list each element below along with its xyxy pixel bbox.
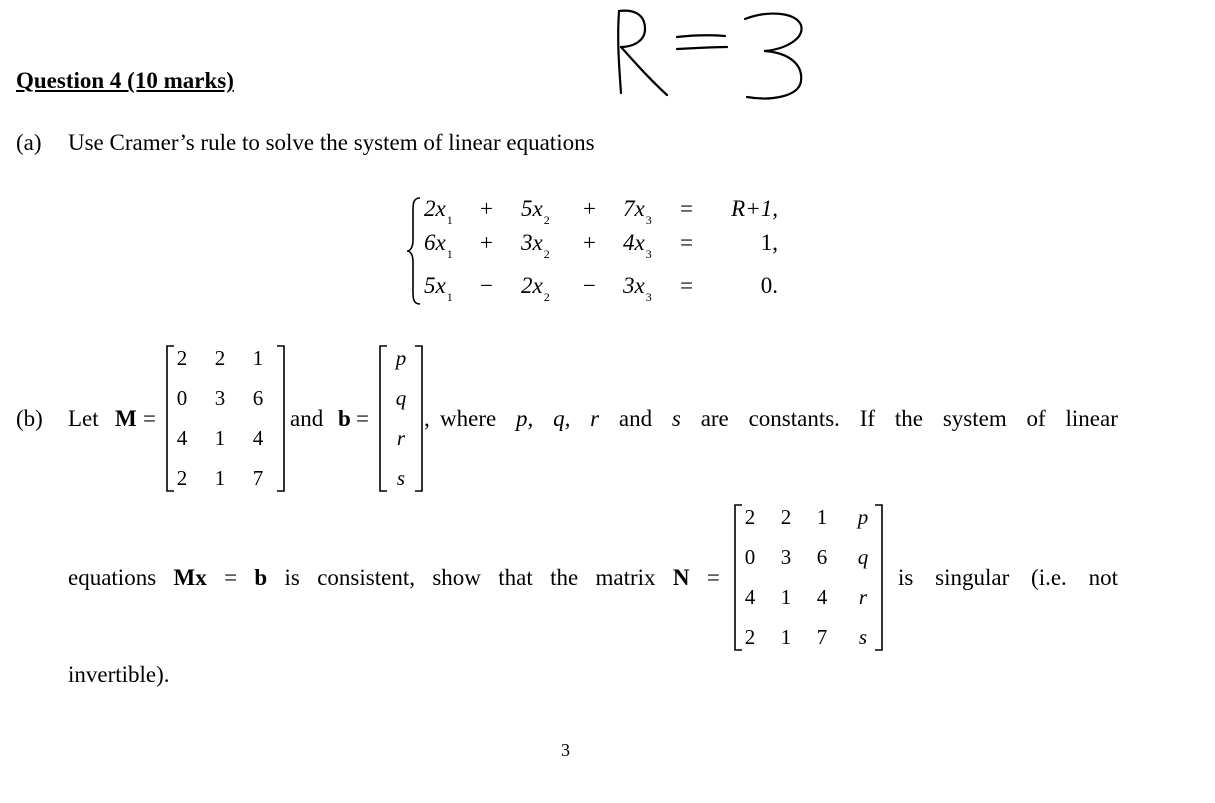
word: singular	[935, 565, 1010, 590]
equation-term	[521, 273, 550, 304]
word: q,	[553, 406, 571, 431]
vector-b-cell: p	[395, 346, 407, 370]
word: the	[550, 565, 579, 590]
term-coefficient: 3x	[623, 273, 645, 298]
question-title: Question 4 (10 marks)	[16, 68, 234, 93]
m-equals: =	[143, 406, 156, 431]
vector-b-bracket-left	[378, 345, 388, 493]
part-a-label: (a)	[16, 130, 42, 155]
operator: +	[480, 196, 493, 221]
operator: +	[583, 230, 596, 255]
equation-term	[521, 196, 550, 227]
word: Mx	[173, 565, 207, 590]
word: of	[1026, 406, 1046, 431]
comma: ,	[424, 406, 430, 431]
equation-term	[424, 196, 453, 227]
equation-term	[623, 273, 652, 304]
right-hand-side: 0.	[760, 273, 778, 298]
word: (i.e.	[1031, 565, 1067, 590]
equals-sign: =	[680, 196, 693, 221]
matrix-m-symbol: M	[115, 406, 137, 431]
matrix-n-cell: 6	[816, 545, 828, 569]
matrix-n-cell: 1	[780, 585, 792, 609]
equation-term	[424, 230, 453, 261]
vector-b-cell: r	[396, 426, 406, 450]
word: =	[706, 565, 720, 590]
term-subscript: 1	[446, 247, 453, 261]
word: p,	[516, 406, 534, 431]
left-brace	[404, 196, 424, 306]
term-subscript: 1	[446, 213, 453, 227]
term-coefficient: 5x	[424, 273, 446, 298]
matrix-n-cell: 2	[780, 505, 792, 529]
operator: −	[583, 273, 596, 298]
word: system	[942, 406, 1007, 431]
word: If	[859, 406, 876, 431]
term-coefficient: 2x	[521, 273, 543, 298]
term-subscript: 1	[446, 290, 453, 304]
term-coefficient: 5x	[521, 196, 543, 221]
part-a-text: Use Cramer’s rule to solve the system of linear equations	[68, 130, 595, 155]
word: and	[618, 406, 653, 431]
word: that	[498, 565, 533, 590]
word: not	[1088, 565, 1118, 590]
word: constants.	[748, 406, 840, 431]
word: consistent,	[317, 565, 415, 590]
vector-b-cell: s	[396, 466, 406, 490]
matrix-n-cell: 2	[744, 625, 756, 649]
matrix-m-cell: 4	[252, 426, 264, 450]
word: s	[671, 406, 681, 431]
term-coefficient: 4x	[623, 230, 645, 255]
and-word: and	[290, 406, 324, 431]
right-hand-side: R+1,	[731, 196, 778, 221]
vector-b-cell: q	[395, 386, 407, 410]
operator: +	[583, 196, 596, 221]
vector-b-bracket-right	[414, 345, 424, 493]
equation-term	[623, 196, 652, 227]
word: N	[672, 565, 690, 590]
matrix-n-cell: 3	[780, 545, 792, 569]
matrix-n-cell: 1	[816, 505, 828, 529]
word: is	[284, 565, 300, 590]
term-subscript: 2	[543, 247, 550, 261]
word: matrix	[595, 565, 656, 590]
word: linear	[1065, 406, 1118, 431]
matrix-m-cell: 2	[214, 346, 226, 370]
term-subscript: 3	[645, 290, 652, 304]
matrix-m-cell: 1	[252, 346, 264, 370]
term-subscript: 2	[543, 290, 550, 304]
equals-sign: =	[680, 273, 693, 298]
matrix-n-cell: q	[857, 545, 869, 569]
right-hand-side: 1,	[760, 230, 778, 255]
word: equations	[68, 565, 157, 590]
part-b-label: (b)	[16, 406, 43, 431]
matrix-n-cell: 0	[744, 545, 756, 569]
term-subscript: 2	[543, 213, 550, 227]
term-coefficient: 2x	[424, 196, 446, 221]
last-line: invertible).	[68, 662, 170, 687]
equation-term	[521, 230, 550, 261]
matrix-m-cell: 1	[214, 426, 226, 450]
word: is	[898, 565, 914, 590]
matrix-n-cell: 4	[744, 585, 756, 609]
term-subscript: 3	[645, 213, 652, 227]
term-coefficient: 3x	[521, 230, 543, 255]
matrix-n-cell: 7	[816, 625, 828, 649]
vector-b-symbol: b	[338, 406, 351, 431]
matrix-n-cell: s	[858, 625, 868, 649]
word: the	[894, 406, 923, 431]
matrix-m-cell: 7	[252, 466, 264, 490]
let-word: Let	[68, 406, 99, 431]
handwritten-note	[605, 5, 815, 105]
term-coefficient: 7x	[623, 196, 645, 221]
term-subscript: 3	[645, 247, 652, 261]
word: =	[224, 565, 238, 590]
matrix-m-cell: 2	[176, 466, 188, 490]
singular-line	[898, 565, 1118, 591]
matrix-n-cell: r	[858, 585, 868, 609]
matrix-n-cell: 1	[780, 625, 792, 649]
matrix-n-cell: 2	[744, 505, 756, 529]
equation-term	[623, 230, 652, 261]
matrix-m-bracket-right	[276, 345, 286, 493]
matrix-n-cell: 4	[816, 585, 828, 609]
matrix-m-cell: 0	[176, 386, 188, 410]
matrix-m-cell: 3	[214, 386, 226, 410]
word: are	[700, 406, 729, 431]
b-equals: =	[356, 406, 369, 431]
operator: −	[480, 273, 493, 298]
term-coefficient: 6x	[424, 230, 446, 255]
page-number: 3	[561, 740, 570, 760]
matrix-m-cell: 2	[176, 346, 188, 370]
matrix-m-cell: 4	[176, 426, 188, 450]
word: b	[254, 565, 268, 590]
matrix-n-cell: p	[857, 505, 869, 529]
word: show	[432, 565, 481, 590]
matrix-m-cell: 1	[214, 466, 226, 490]
where-line	[440, 406, 1118, 432]
equation-term	[424, 273, 453, 304]
matrix-m-cell: 6	[252, 386, 264, 410]
operator: +	[480, 230, 493, 255]
matrix-n-bracket-right	[874, 504, 884, 652]
equations-line	[68, 565, 720, 591]
word: r	[590, 406, 600, 431]
word: where	[440, 406, 497, 431]
equals-sign: =	[680, 230, 693, 255]
